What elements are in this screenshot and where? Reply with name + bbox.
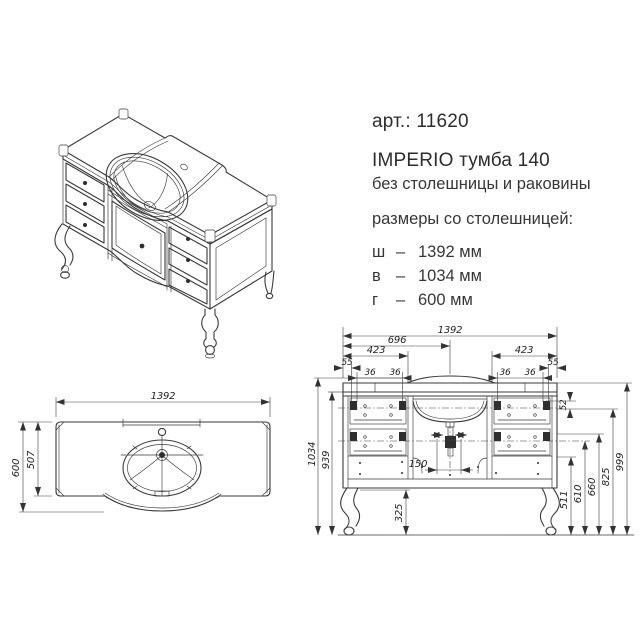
plan-depth-label: 600 bbox=[11, 458, 22, 478]
product-info bbox=[372, 111, 638, 312]
product-title: IMPERIO тумба 140 bbox=[372, 150, 550, 171]
front-view bbox=[298, 322, 642, 552]
front-bay-right-label: 423 bbox=[514, 345, 534, 356]
front-supply-spacing-label: 150 bbox=[408, 459, 428, 470]
plan-width-label: 1392 bbox=[150, 391, 176, 402]
dim-value: 600 мм bbox=[418, 291, 473, 309]
faucet-hole bbox=[180, 163, 189, 171]
front-edge-left-label: 55 bbox=[341, 358, 353, 368]
faucet-hole-plan bbox=[158, 428, 165, 435]
carcass-bottom bbox=[63, 224, 210, 309]
product-subtitle: без столешницы и раковины bbox=[372, 175, 591, 193]
left-drawer-boxes bbox=[350, 398, 406, 455]
front-slide-r2-label: 36 bbox=[524, 368, 536, 378]
front-right-leg bbox=[202, 309, 219, 358]
front-width-label: 1392 bbox=[437, 325, 463, 336]
dim-dash: – bbox=[396, 291, 406, 309]
screw-dots bbox=[359, 461, 539, 476]
front-bay-left-label: 423 bbox=[366, 345, 386, 356]
dimension-list bbox=[372, 240, 638, 312]
countertop-plan bbox=[56, 419, 270, 511]
front-leg-height-label: 325 bbox=[394, 503, 405, 523]
dimension-row-height bbox=[372, 264, 638, 288]
right-drawer-boxes bbox=[494, 398, 550, 455]
front-height-total-label: 1034 bbox=[307, 441, 318, 467]
dimensions-heading: размеры со столешницей: bbox=[372, 210, 574, 228]
front-slide-r1-label: 36 bbox=[499, 368, 511, 378]
front-slide-l1-label: 36 bbox=[364, 368, 376, 378]
right-side-panel bbox=[210, 209, 272, 309]
bow-front-door bbox=[108, 190, 167, 287]
article-number: арт.: 11620 bbox=[372, 111, 469, 132]
front-height-825-label: 825 bbox=[601, 467, 612, 487]
front-edge-right-label: 55 bbox=[547, 358, 559, 368]
plan-dim-depth bbox=[11, 422, 104, 512]
right-drawer-stack bbox=[167, 224, 207, 304]
isometric-view bbox=[38, 98, 290, 362]
dim-key: в bbox=[372, 267, 381, 285]
plan-dim-width bbox=[56, 391, 270, 417]
front-dims-bottom bbox=[360, 439, 473, 535]
front-dims-top bbox=[335, 325, 565, 402]
dim-value: 1034 мм bbox=[418, 267, 482, 285]
dimension-row-width bbox=[372, 240, 638, 264]
countertop-front bbox=[343, 376, 557, 396]
front-height-610-label: 610 bbox=[573, 484, 584, 504]
front-dims-right bbox=[546, 383, 632, 535]
plan-inner-depth-label: 507 bbox=[26, 450, 37, 470]
dim-dash: – bbox=[396, 243, 406, 261]
dim-value: 1392 мм bbox=[418, 243, 482, 261]
front-slide-l2-label: 36 bbox=[389, 368, 401, 378]
dimension-row-depth bbox=[372, 288, 638, 312]
back-right-leg bbox=[265, 271, 274, 299]
front-height-511-label: 511 bbox=[559, 490, 570, 510]
front-left-leg bbox=[55, 224, 73, 278]
plan-view bbox=[8, 388, 308, 558]
dim-key: г bbox=[372, 291, 379, 309]
front-height-999-label: 999 bbox=[615, 452, 626, 472]
dim-dash: – bbox=[396, 267, 406, 285]
front-rail-offset-label: 52 bbox=[559, 399, 569, 411]
front-height-carcass-label: 939 bbox=[321, 450, 332, 470]
front-center-label: 696 bbox=[387, 335, 407, 346]
sink-plan bbox=[121, 428, 203, 496]
front-height-660-label: 660 bbox=[587, 477, 598, 497]
dim-key: ш bbox=[372, 243, 386, 261]
